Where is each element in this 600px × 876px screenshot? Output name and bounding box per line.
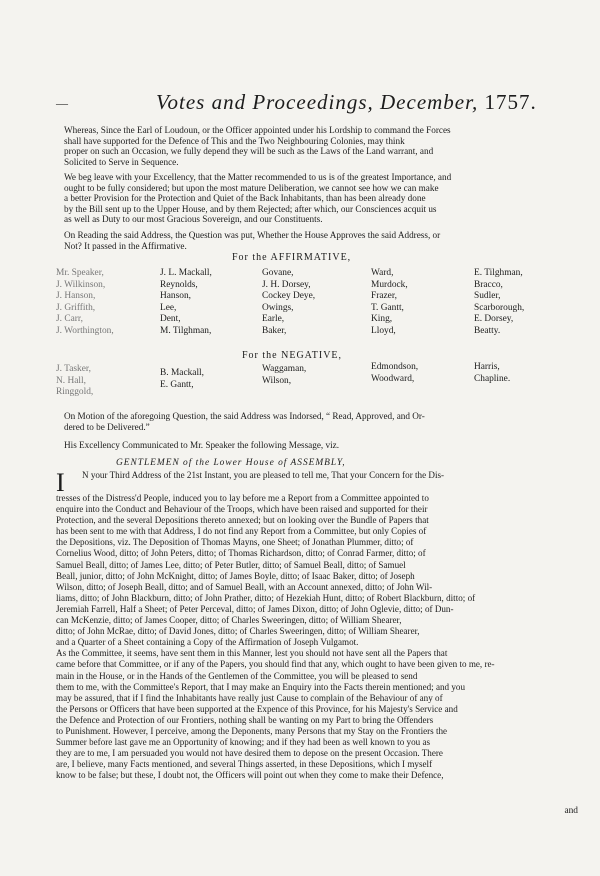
member-name: Waggaman, [262, 364, 307, 374]
paragraph-2-text [56, 172, 578, 225]
member-name: Chapline. [474, 373, 511, 384]
paragraph-5-text: His Excellency Communicated to Mr. Speaker the following Message, viz. [64, 440, 340, 450]
member-name: Earle, [262, 314, 285, 325]
text-line: by the Bill sent up to the Upper House, and by them Rejected; after which, our Consciences acquit us [64, 203, 437, 214]
negative-heading: For the NEGATIVE, [242, 350, 343, 361]
member-name: Wilson, [262, 375, 292, 386]
message-line: Wilson, ditto; of Joseph Beall, ditto; and of Samuel Beall, with an Account annexed, ditto; of John Wil- [56, 581, 433, 592]
message-line: enquire into the Conduct and Behaviour of the Troops, which have been raised and supported for their [56, 504, 428, 515]
member-name: J. L. Mackall, [160, 268, 212, 278]
paragraph-2 [56, 172, 578, 225]
text-line: as well as Duty to our most Gracious Sovereign, and our Constituents. [64, 214, 323, 225]
text-line: ought to be fully considered; but upon the most mature Deliberation, we cannot see how we can make [64, 182, 439, 193]
member-name: King, [371, 314, 393, 325]
member-name: Reynolds, [160, 279, 198, 290]
member-name: Govane, [262, 268, 294, 278]
member-name: J. Worthington, [56, 325, 114, 336]
message-line: the Defence and Protection of our Frontiers, nothing shall be wanting on my Part to bring the Offenders [56, 714, 434, 725]
text-line: proper on such an Occasion, we fully depend they will be such as the Laws of the Land warrant, and [64, 146, 434, 157]
paragraph-3-text [56, 230, 578, 251]
member-name: J. Wilkinson, [56, 279, 106, 290]
member-name: M. Tilghman, [160, 325, 212, 336]
member-name: Harris, [474, 362, 500, 372]
member-name: J. Griffith, [56, 302, 96, 313]
member-name: Sudler, [474, 291, 501, 302]
member-name: J. Tasker, [56, 364, 91, 374]
negative-col-1 [56, 364, 93, 399]
member-name: Owings, [262, 302, 294, 313]
affirmative-col-5 [474, 268, 524, 338]
member-name: E. Gantt, [160, 379, 194, 390]
page-mark: — [56, 96, 68, 110]
message-line: them to me, with the Committee's Report, that I may make an Enquiry into the Facts therein mentioned; and you [56, 681, 466, 692]
message-line: Summer before last gave me an Opportunity of knowing; and if they had been as well known to you as [56, 737, 431, 748]
message-line: are, I believe, many Facts mentioned, and several Things asserted, in these Depositions, which I myself [56, 759, 433, 770]
text-line: Not? It passed in the Affirmative. [64, 240, 187, 251]
affirmative-heading: For the AFFIRMATIVE, [232, 252, 352, 263]
affirmative-col-1 [56, 268, 114, 338]
message-line: can McKenzie, ditto; of James Cooper, ditto; of Charles Sweeringen, ditto; of William Shearer, [56, 615, 402, 626]
message-line: they are to me, I am persuaded you would not have desired them to depose on the present Occasion. There [56, 748, 443, 759]
message-line: may be assured, that if I find the Inhabitants have really just Cause to complain of the Behaviour of any of [56, 692, 443, 703]
affirmative-col-2 [160, 268, 212, 338]
affirmative-col-3 [262, 268, 315, 338]
text-line: dered to be Delivered.” [64, 421, 150, 432]
text-line: Whereas, Since the Earl of Loudoun, or the Officer appointed under his Lordship to command the Forces [64, 125, 451, 135]
member-name: Scarborough, [474, 302, 525, 313]
text-line: We beg leave with your Excellency, that the Matter recommended to us is of the greatest Importance, and [64, 172, 452, 182]
message-line: Samuel Beall, ditto; of James Lee, ditto; of Peter Butler, ditto; of Samuel Beall, ditto; of Samuel [56, 559, 406, 570]
message-body [56, 493, 578, 781]
message-line: liams, ditto; of John Blackburn, ditto; of John Prather, ditto; of Hezekiah Hunt, ditto; of Robert Blackburn, ditto; of [56, 592, 476, 603]
negative-col-5 [474, 362, 510, 385]
negative-col-3 [262, 364, 306, 387]
member-name: B. Mackall, [160, 368, 205, 378]
message-line: Cornelius Wood, ditto; of John Peters, ditto; of Thomas Richardson, ditto; of Conrad Farmer, ditto; of [56, 548, 426, 559]
member-name: Bracco, [474, 279, 503, 290]
member-name: Ringgold, [56, 387, 94, 398]
drop-cap: I [56, 468, 65, 497]
message-line: to Punishment. However, I perceive, among the Deponents, many Persons that my Stay on the Frontiers the [56, 725, 448, 736]
member-name: E. Dorsey, [474, 314, 514, 325]
text-line: On Reading the said Address, the Question was put, Whether the House Approves the said Address, or [64, 230, 441, 240]
paragraph-3 [56, 230, 578, 251]
negative-col-4 [371, 362, 418, 385]
paragraph-1 [56, 125, 578, 167]
member-name: J. Carr, [56, 314, 83, 325]
member-name: J. Hanson, [56, 291, 96, 302]
message-salutation: GENTLEMEN of the Lower House of ASSEMBLY, [116, 458, 346, 468]
member-name: Murdock, [371, 279, 408, 290]
title-year: 1757. [484, 90, 537, 114]
member-name: Hanson, [160, 291, 191, 302]
member-name: Dent, [160, 314, 181, 325]
message-line: the Persons or Officers that have been supported at the Expence of this Province, for his Majesty's Service and [56, 703, 458, 714]
member-name: Frazer, [371, 291, 397, 302]
text-line: a better Provision for the Protection and Quiet of the Back Inhabitants, than has been already done [64, 193, 426, 204]
member-name: E. Tilghman, [474, 268, 523, 278]
text-line: Solicited to Serve in Sequence. [64, 156, 179, 167]
member-name: Lee, [160, 302, 177, 313]
message-line: tresses of the Distress'd People, induced you to lay before me a Report from a Committee appointed to [56, 493, 429, 503]
member-name: N. Hall, [56, 375, 86, 386]
member-name: Woodward, [371, 373, 415, 384]
message-first-line: N your Third Address of the 21st Instant, you are pleased to tell me, That your Concern for the Dis- [82, 470, 445, 480]
member-name: Mr. Speaker, [56, 268, 104, 278]
member-name: Ward, [371, 268, 394, 278]
page-title: Votes and Proceedings, December, 1757. [156, 90, 537, 114]
catchword: and [564, 806, 578, 816]
message-line: and a Quarter of a Sheet containing a Copy of the Affirmation of Joseph Vulgamot. [56, 637, 359, 648]
member-name: Beatty. [474, 325, 501, 336]
message-line: Protection, and the several Depositions thereto annexed; but on looking over the Bundle of Papers that [56, 515, 429, 526]
member-name: Edmondson, [371, 362, 419, 372]
message-line: know to be false; but these, I doubt not, the Officers will point out when they come to make their Defence, [56, 770, 444, 781]
negative-col-2 [160, 368, 204, 391]
message-line: has been sent to me with that Address, I do not find any Report from a Committee, but only Copies of [56, 526, 427, 537]
member-name: T. Gantt, [371, 302, 404, 313]
affirmative-col-4 [371, 268, 408, 338]
text-line: shall have supported for the Defence of This and the Two Neighbouring Colonies, may think [64, 135, 405, 146]
paragraph-4 [56, 411, 578, 432]
message-line: Beall, junior, ditto; of John McKnight, ditto; of James Boyle, ditto; of Isaac Baker, ditto; of Joseph [56, 570, 415, 581]
paragraph-4-text [56, 411, 578, 432]
message-line: ditto; of John McRae, ditto; of David Jones, ditto; of Charles Sweeringen, ditto; of William Shearer, [56, 626, 420, 637]
message-line: As the Committee, it seems, have sent them in this Manner, lest you should not have sent all the Papers that [56, 648, 448, 659]
message-line: Jeremiah Farrell, Half a Sheet; of Peter Perceval, ditto; of James Dixon, ditto; of John Oglevie, ditto; of Dun- [56, 603, 454, 614]
member-name: J. H. Dorsey, [262, 279, 311, 290]
message-line: came before that Committee, or if any of the Papers, you should find that any, which ought to have been given to me, re- [56, 659, 495, 670]
member-name: Lloyd, [371, 325, 396, 336]
paragraph-5 [56, 440, 578, 451]
paragraph-1-text [56, 125, 578, 167]
member-name: Baker, [262, 325, 287, 336]
message-line: main in the House, or in the Hands of the Gentlemen of the Committee, you will be pleased to send [56, 670, 418, 681]
member-name: Cockey Deye, [262, 291, 316, 302]
text-line: On Motion of the aforegoing Question, the said Address was Indorsed, “ Read, Approved, and Or- [64, 411, 425, 421]
running-header [56, 90, 566, 114]
message-line: the Depositions, viz. The Deposition of Thomas Mayns, one Sheet; of Jonathan Plummer, ditto; of [56, 537, 414, 548]
